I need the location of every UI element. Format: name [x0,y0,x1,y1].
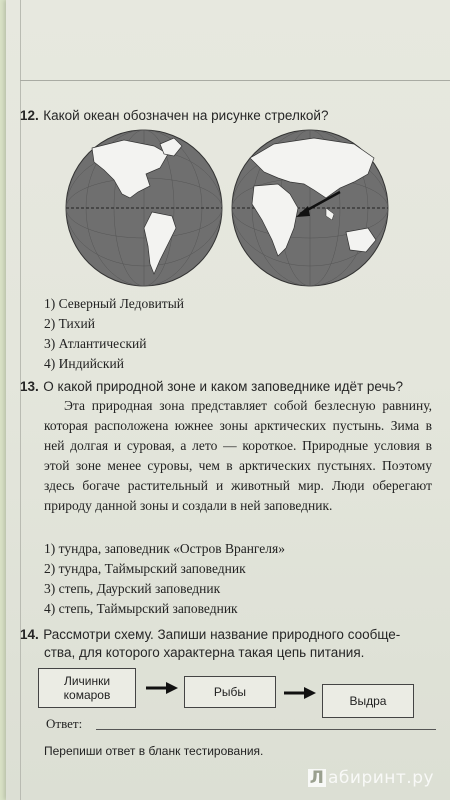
q13-option-3[interactable]: 3) степь, Даурский заповедник [44,581,221,596]
q13-paragraph: Эта природная зона представляет собой безлесную равнину, которая расположена южнее зоны арктических пустынь. Зима в ней долгая и суровая, а лето — короткое. Природные условия в этой зоне менее суровы, чем в арктических пустынях. Поэтому здесь богаче растительный и животный мир. Люди оберегают природу данной зоны и создали в ней заповедник. [44,398,432,513]
chain-arrow-1 [146,682,178,694]
q13-option-2[interactable]: 2) тундра, Таймырский заповедник [44,561,246,576]
answer-label: Ответ: [46,716,83,731]
question-13 [20,378,403,396]
world-hemispheres-map [64,128,392,288]
question-number: 13. [20,379,39,394]
question-number: 14. [20,627,39,642]
top-rule [20,80,450,81]
question-text: О какой природной зоне и каком заповеднике идёт речь? [43,379,404,394]
q12-option-2[interactable]: 2) Тихий [44,316,95,331]
rewrite-instruction: Перепиши ответ в бланк тестирования. [44,744,264,758]
question-14 [20,626,400,644]
watermark-text: абиринт.ру [328,768,435,788]
q13-option-4[interactable]: 4) степь, Таймырский заповедник [44,601,238,616]
question-text-line-1: Рассмотри схему. Запиши название природного сообще- [43,627,401,642]
q12-option-3[interactable]: 3) Атлантический [44,336,147,351]
chain-box-larvae: Личинки комаров [38,668,136,708]
chain-box-fish: Рыбы [184,676,276,708]
question-text: Какой океан обозначен на рисунке стрелкой? [43,108,329,123]
q13-option-1[interactable]: 1) тундра, заповедник «Остров Врангеля» [44,541,285,556]
western-hemisphere [66,130,222,286]
chain-arrow-2 [284,687,316,699]
question-12 [20,107,328,125]
answer-line[interactable] [96,729,436,730]
question-number: 12. [20,108,39,123]
q12-option-4[interactable]: 4) Индийский [44,356,124,371]
worksheet-page [6,0,450,800]
chain-box-otter: Выдра [322,684,414,718]
q12-option-1[interactable]: 1) Северный Ледовитый [44,296,185,311]
watermark [308,768,434,788]
question-text-line-2: ства, для которого характерна такая цепь питания. [44,645,365,660]
watermark-logo-letter: Л [309,768,325,788]
